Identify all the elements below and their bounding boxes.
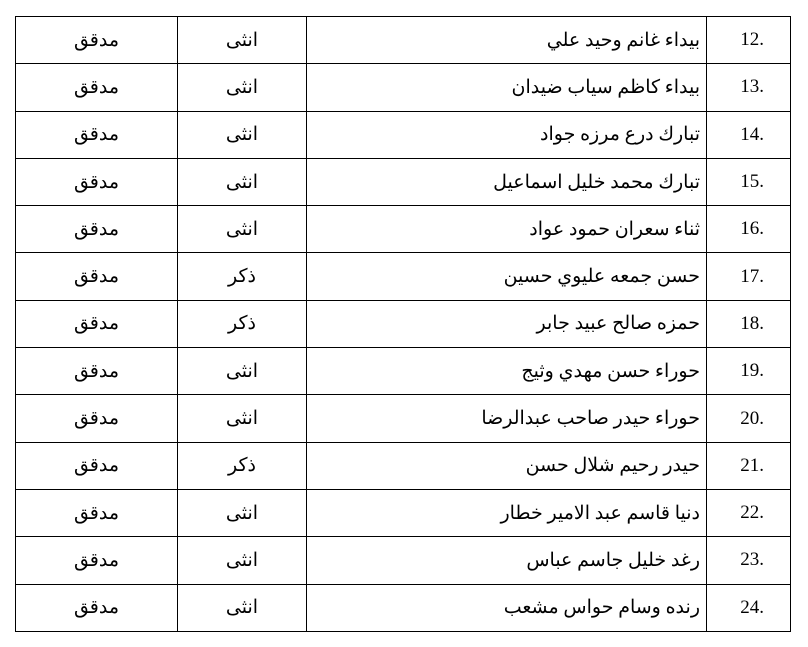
- gender-cell: انثى: [178, 17, 307, 64]
- gender-cell: انثى: [178, 489, 307, 536]
- person-name-cell: رغد خليل جاسم عباس: [307, 537, 707, 584]
- role-cell: مدقق: [16, 253, 178, 300]
- table-row: [16, 489, 791, 536]
- table-row: [16, 253, 791, 300]
- row-number: 12.: [740, 29, 764, 51]
- row-number-cell: [707, 206, 791, 253]
- row-number: 18.: [740, 312, 764, 334]
- row-number-cell: [707, 253, 791, 300]
- person-name-cell: حيدر رحيم شلال حسن: [307, 442, 707, 489]
- table-row: [16, 158, 791, 205]
- role-cell: مدقق: [16, 17, 178, 64]
- person-name-cell: حوراء حسن مهدي وثيج: [307, 348, 707, 395]
- row-number: 21.: [740, 454, 764, 476]
- row-number: 19.: [740, 360, 764, 382]
- row-number-cell: [707, 111, 791, 158]
- names-table-body: [16, 17, 791, 632]
- gender-cell: انثى: [178, 158, 307, 205]
- gender-cell: انثى: [178, 584, 307, 631]
- table-row: [16, 442, 791, 489]
- row-number: 20.: [740, 407, 764, 429]
- row-number: 23.: [740, 549, 764, 571]
- role-cell: مدقق: [16, 64, 178, 111]
- person-name-cell: حسن جمعه عليوي حسين: [307, 253, 707, 300]
- row-number: 16.: [740, 218, 764, 240]
- person-name-cell: بيداء كاظم سياب ضيدان: [307, 64, 707, 111]
- table-row: [16, 17, 791, 64]
- row-number: 14.: [740, 123, 764, 145]
- row-number-cell: [707, 64, 791, 111]
- row-number-cell: [707, 537, 791, 584]
- gender-cell: انثى: [178, 395, 307, 442]
- gender-cell: ذكر: [178, 442, 307, 489]
- role-cell: مدقق: [16, 537, 178, 584]
- gender-cell: ذكر: [178, 300, 307, 347]
- names-table: [15, 16, 791, 632]
- table-row: [16, 584, 791, 631]
- gender-cell: انثى: [178, 206, 307, 253]
- role-cell: مدقق: [16, 395, 178, 442]
- row-number-cell: [707, 442, 791, 489]
- person-name-cell: تبارك درع مرزه جواد: [307, 111, 707, 158]
- row-number: 13.: [740, 76, 764, 98]
- role-cell: مدقق: [16, 584, 178, 631]
- role-cell: مدقق: [16, 489, 178, 536]
- person-name-cell: ثناء سعران حمود عواد: [307, 206, 707, 253]
- role-cell: مدقق: [16, 158, 178, 205]
- role-cell: مدقق: [16, 111, 178, 158]
- role-cell: مدقق: [16, 206, 178, 253]
- row-number-cell: [707, 17, 791, 64]
- role-cell: مدقق: [16, 300, 178, 347]
- person-name-cell: حمزه صالح عبيد جابر: [307, 300, 707, 347]
- role-cell: مدقق: [16, 348, 178, 395]
- table-row: [16, 206, 791, 253]
- row-number-cell: [707, 395, 791, 442]
- gender-cell: انثى: [178, 111, 307, 158]
- row-number: 15.: [740, 171, 764, 193]
- gender-cell: انثى: [178, 348, 307, 395]
- gender-cell: انثى: [178, 64, 307, 111]
- table-row: [16, 537, 791, 584]
- row-number: 22.: [740, 502, 764, 524]
- row-number: 24.: [740, 596, 764, 618]
- person-name-cell: بيداء غانم وحيد علي: [307, 17, 707, 64]
- row-number: 17.: [740, 265, 764, 287]
- table-row: [16, 395, 791, 442]
- table-row: [16, 111, 791, 158]
- row-number-cell: [707, 300, 791, 347]
- person-name-cell: حوراء حيدر صاحب عبدالرضا: [307, 395, 707, 442]
- row-number-cell: [707, 489, 791, 536]
- table-row: [16, 300, 791, 347]
- row-number-cell: [707, 584, 791, 631]
- person-name-cell: تبارك محمد خليل اسماعيل: [307, 158, 707, 205]
- role-cell: مدقق: [16, 442, 178, 489]
- row-number-cell: [707, 348, 791, 395]
- gender-cell: ذكر: [178, 253, 307, 300]
- person-name-cell: رنده وسام حواس مشعب: [307, 584, 707, 631]
- gender-cell: انثى: [178, 537, 307, 584]
- table-row: [16, 348, 791, 395]
- row-number-cell: [707, 158, 791, 205]
- table-row: [16, 64, 791, 111]
- person-name-cell: دنيا قاسم عبد الامير خطار: [307, 489, 707, 536]
